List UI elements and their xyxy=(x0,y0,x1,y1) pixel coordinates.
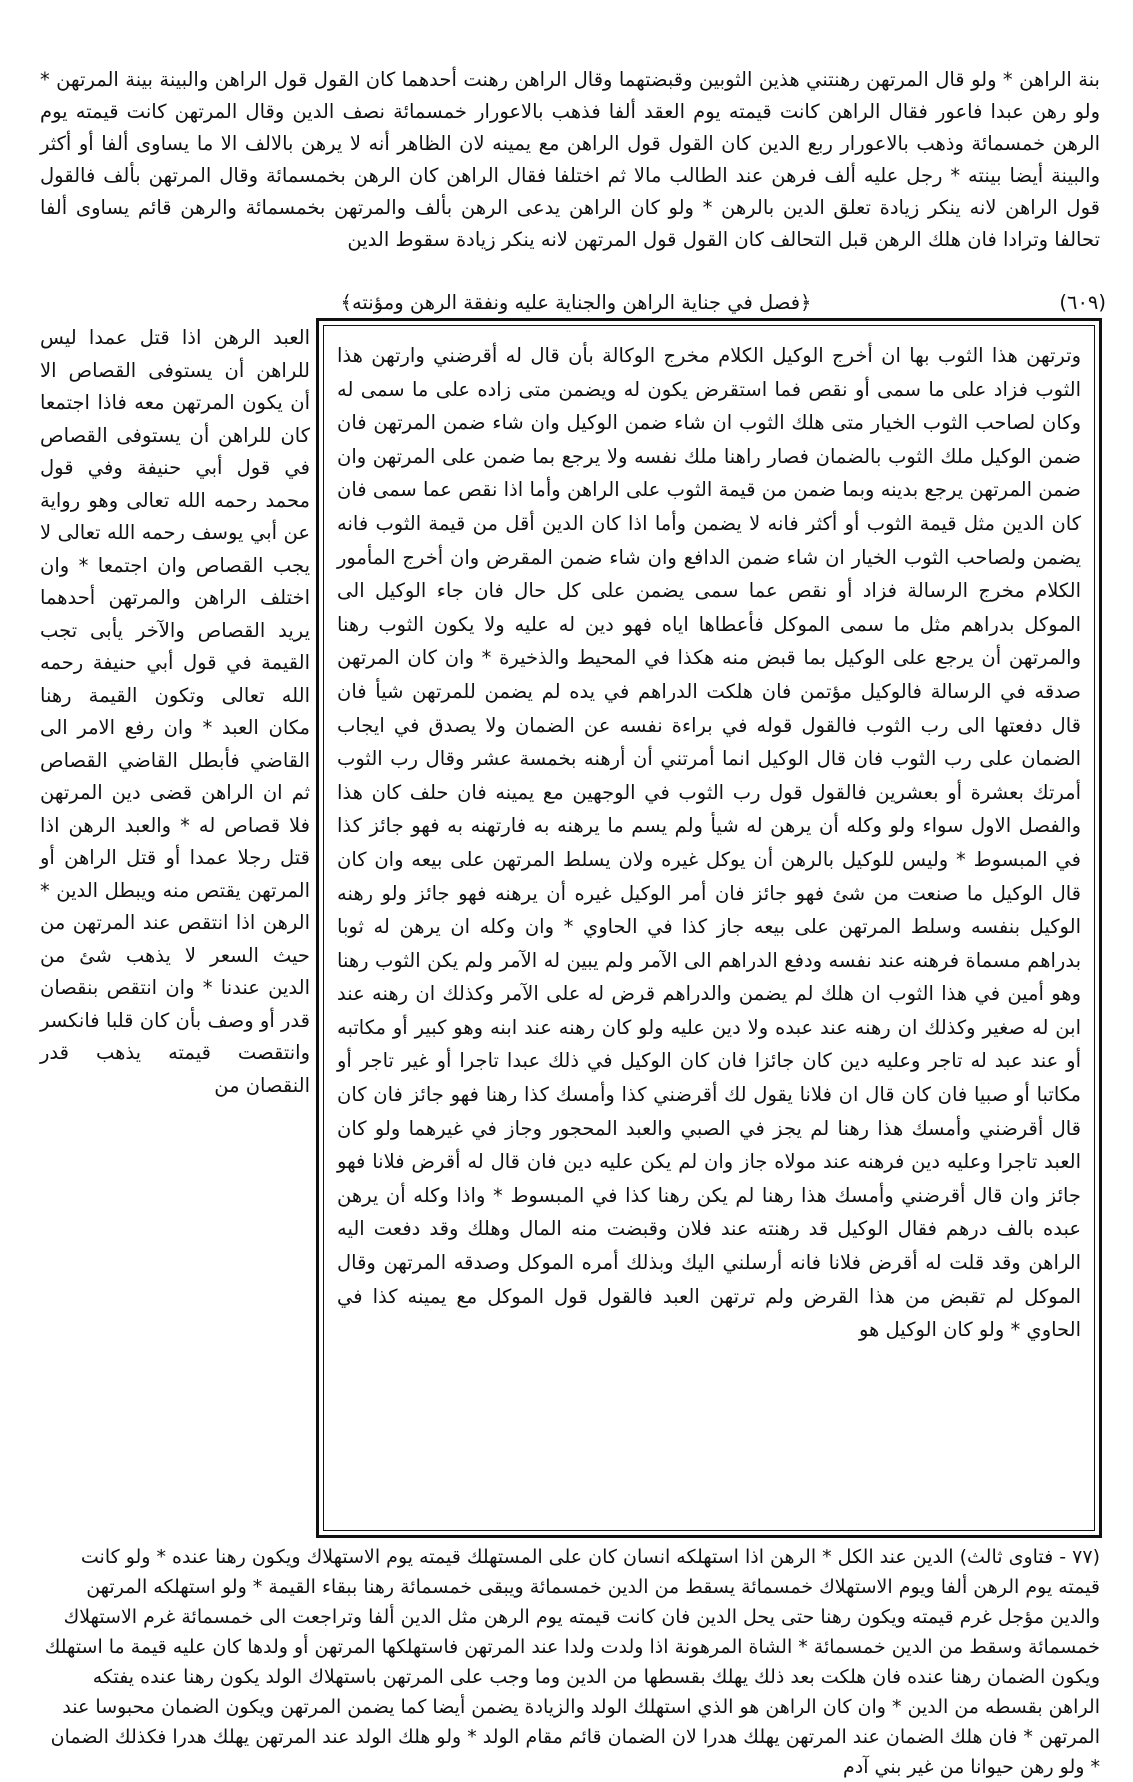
side-column: العبد الرهن اذا قتل عمدا ليس للراهن أن يستوفى القصاص الا أن يكون المرتهن معه فاذا اجتمعا كان للراهن أن يستوفى القصاص في قول أبي حنيفة وفي قول محمد رحمه الله تعالى وهو رواية عن أبي يوسف رحمه الله تعالى لا يجب القصاص وان اجتمعا * وان اختلف الراهن والمرتهن أحدهما يريد القصاص والآخر يأبى تجب القيمة في قول أبي حنيفة رحمه الله تعالى وتكون القيمة رهنا مكان العبد * وان رفع الامر الى القاضي فأبطل القاضي القصاص ثم ان الراهن قضى دين المرتهن فلا قصاص له * والعبد الرهن اذا قتل رجلا عمدا أو قتل الراهن أو المرتهن يقتص منه ويبطل الدين * الرهن اذا انتقص عند المرتهن من حيث السعر لا يذهب شئ من الدين عندنا * وان انتقص بنقصان قدر أو وصف بأن كان قلبا فانكسر وانتقصت قيمته يذهب قدر النقصان من xyxy=(40,326,310,1097)
main-frame xyxy=(316,318,1102,1538)
section-title: ﴿فصل في جناية الراهن والجناية عليه ونفقة الرهن ومؤنته﴾ xyxy=(340,291,812,314)
main-column: وترتهن هذا الثوب بها ان أخرج الوكيل الكلام مخرج الوكالة بأن قال له أقرضني وارتهن هذا الثوب فزاد على ما سمى أو نقص فما استقرض يكون له ويضمن متى زاده على ما سمى له وكان لصاحب الثوب الخيار متى هلك الثوب ان شاء ضمن الوكيل وان شاء ضمن المرتهن فان ضمن الوكيل ملك الثوب بالضمان فصار راهنا ملك نفسه ولا يرجع بما ضمن على المرتهن وان ضمن المرتهن يرجع بدينه وبما ضمن من قيمة الثوب على الراهن وأما اذا نقص عما سمى فان كان الدين مثل قيمة الثوب أو أكثر فانه لا يضمن وأما اذا كان الدين أقل من قيمة الثوب فانه يضمن ولصاحب الثوب الخيار ان شاء ضمن الدافع وان شاء ضمن المقرض وان أخرج المأمور الكلام مخرج الرسالة فزاد أو نقص عما سمى يضمن على كل حال فان جاء الوكيل الى الموكل بدراهم مثل ما سمى الموكل فأعطاها اياه فهو دين له عليه ولا يكون الثوب رهنا والمرتهن أن يرجع على الوكيل بما قبض منه هكذا في المحيط والذخيرة * وان كان المرتهن صدقه في الرسالة فالوكيل مؤتمن فان هلكت الدراهم في يده لم يضمن للمرتهن شيأ فان قال دفعتها الى رب الثوب فالقول قوله في براءة نفسه عن الضمان ولا يصدق في ايجاب الضمان على رب الثوب فان قال الوكيل انما أمرتني أن أرهنه بخمسة عشر وقال رب الثوب أمرتك بعشرة أو بعشرين فالقول قول رب الثوب في الوجهين مع يمينه فان حلف كان هذا والفصل الاول سواء ولو وكله أن يرهن له شيأ ولم يسم ما يرهنه به فارتهنه به فهو جائز كذا في المبسوط * وليس للوكيل بالرهن أن يوكل غيره ولان يسلط المرتهن على بيعه وان كان قال الوكيل ما صنعت من شئ فهو جائز فان أمر الوكيل غيره أن يرهنه فهو جائز ولو رهنه الوكيل بنفسه وسلط المرتهن على بيعه جاز كذا في الحاوي * وان وكله ان يرهن له ثوبا بدراهم مسماة فرهنه عند نفسه ودفع الدراهم الى الآمر ولم يبين له الآمر ولم يكن الثوب رهنا وهو أمين في هذا الثوب ان هلك لم يضمن والدراهم قرض له على الآمر وكذلك ان رهنه عند ابن له صغير وكذلك ان رهنه عند عبده ولا دين عليه ولو كان رهنه عند ابنه وهو كبير أو مكاتبه أو عند عبد له تاجر وعليه دين كان جائزا فان كان الوكيل في ذلك عبدا تاجرا أو غير تاجر أو مكاتبا أو صبيا فان كان قال ان فلانا يقول لك أقرضني كذا وأمسك كذا رهنا فهو جائز فان كان قال أقرضني وأمسك هذا رهنا لم يجز في الصبي والعبد المحجور وجاز في غيرهما ولو كان العبد تاجرا وعليه دين فرهنه عند مولاه جاز وان لم يكن عليه دين فان قال له أقرض فلانا فهو جائز وان قال أقرضني وأمسك هذا رهنا لم يكن رهنا كذا في المبسوط * واذا وكله أن يرهن عبده بالف درهم فقال الوكيل قد رهنته عند فلان وقبضت منه المال وهلك وقد دفعت اليه الراهن وقد قلت له أقرض فلانا فانه أرسلني اليك وبذلك أمره الموكل وصدقه المرتهن وقال الموكل لم تقبض من هذا القرض ولم ترتهن العبد فالقول قول الموكل مع يمينه كذا في الحاوي * ولو كان الوكيل هو xyxy=(337,344,1081,1342)
page-number: (٦٠٩) xyxy=(1059,291,1106,314)
footer-label: (٧٧ - فتاوى ثالث) xyxy=(959,1546,1100,1568)
bottom-text-block xyxy=(40,1542,1100,1778)
top-text-block xyxy=(40,64,1100,256)
top-paragraph: بنة الراهن * ولو قال المرتهن رهنتني هذين الثوبين وقبضتهما وقال الراهن رهنت أحدهما كان القول قول الراهن والبينة بينة المرتهن * ولو رهن عبدا فاعور فقال الراهن كانت قيمته يوم العقد ألفا فذهب بالاعورار خمسمائة نصف الدين وقال المرتهن كانت قيمته يوم الرهن خمسمائة وذهب بالاعورار ربع الدين كان القول قول الراهن مع يمينه لان الظاهر أنه لا يرهن بالالف الا ما يساوى ألفا أو أكثر والبينة أيضا بينته * رجل عليه ألف فرهن عند الطالب مالا ثم اختلفا فقال الراهن كان الرهن بخمسمائة وقال المرتهن بألف فالقول قول الراهن لانه ينكر زيادة تعلق الدين بالرهن * ولو كان الراهن يدعى الرهن بألف والمرتهن بخمسمائة والرهن قائم يساوى ألفا تحالفا وترادا فان هلك الرهن قبل التحالف كان القول قول المرتهن لانه ينكر زيادة سقوط الدين xyxy=(40,68,1100,251)
bottom-paragraph: الدين عند الكل * الرهن اذا استهلكه انسان كان على المستهلك قيمته يوم الاستهلاك ويكون رهنا عنده * ولو كانت قيمته يوم الرهن ألفا ويوم الاستهلاك خمسمائة يسقط من الدين خمسمائة ويبقى خمسمائة رهنا ببقاء القيمة * ولو استهلكه المرتهن والدين مؤجل غرم قيمته ويكون رهنا حتى يحل الدين فان كانت قيمته يوم الرهن مثل الدين ألفا وتراجعت الى خمسمائة غرم الاستهلاك خمسمائة وسقط من الدين خمسمائة * الشاة المرهونة اذا ولدت ولدا عند المرتهن فاستهلكها المرتهن أو ولدها كان عليه قيمة ما استهلك ويكون الضمان رهنا عنده فان هلكت بعد ذلك يهلك بقسطها من الدين وما وجب على المرتهن باستهلاك الولد يكون رهنا عنده يفتكه الراهن بقسطه من الدين * وان كان الراهن هو الذي استهلك الولد والزيادة يضمن أيضا كما يضمن المرتهن ويكون الضمان محبوسا عند المرتهن * فان هلك الضمان عند المرتهن يهلك هدرا لان الضمان قائم مقام الولد * ولو هلك الولد عند المرتهن يهلك هدرا فكذلك الضمان * ولو رهن حيوانا من غير بني آدم xyxy=(44,1546,1100,1778)
section-header xyxy=(316,286,1106,320)
